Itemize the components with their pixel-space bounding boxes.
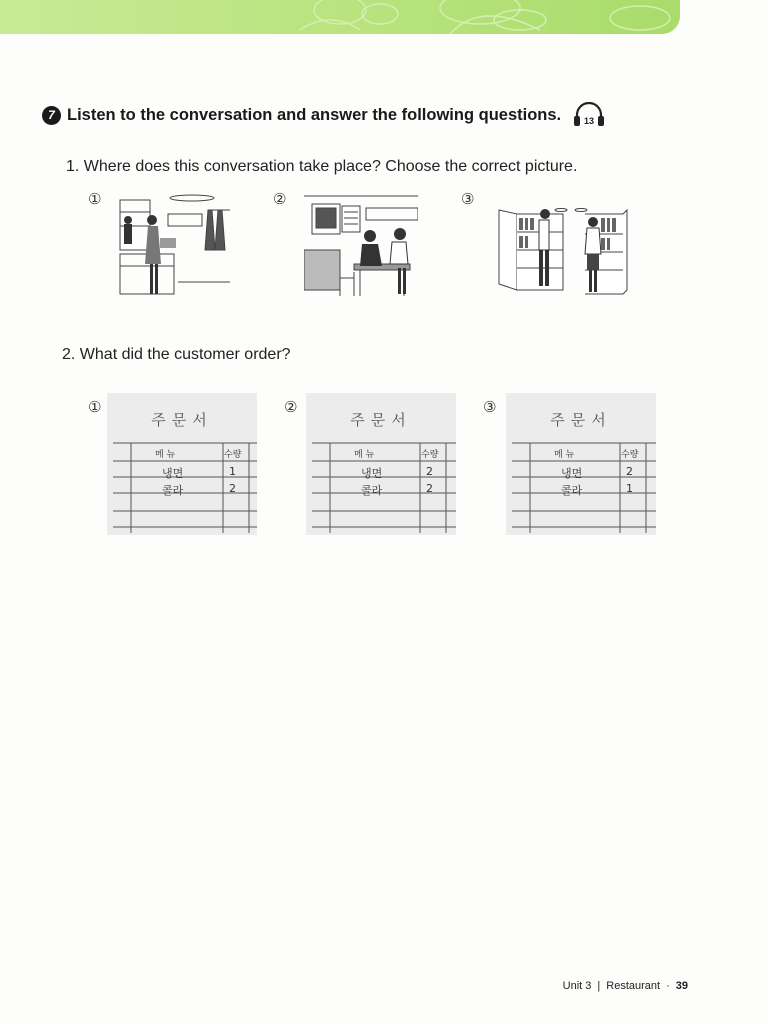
- q2-option-3-label: ③: [483, 398, 497, 416]
- item-qty: 1: [229, 465, 236, 478]
- q1-option-3-label: ③: [461, 190, 475, 208]
- item-qty: 2: [426, 465, 433, 478]
- exercise-title: Listen to the conversation and answer the following questions.: [67, 105, 562, 124]
- footer-dot: ·: [666, 980, 670, 992]
- exercise-number-badge: 7: [42, 106, 61, 125]
- exercise-heading: [42, 102, 605, 128]
- order-sheet-2[interactable]: [306, 393, 456, 535]
- order-sheet-3[interactable]: [506, 393, 656, 535]
- item-name: 냉면: [561, 467, 583, 480]
- q1-option-2-label: ②: [273, 190, 287, 208]
- item-qty: 2: [229, 482, 236, 495]
- menu-header: 메 뉴: [354, 450, 375, 460]
- footer-unit: Unit 3: [562, 980, 592, 992]
- footer-section: Restaurant: [606, 980, 661, 992]
- footer-separator: |: [597, 980, 601, 992]
- q1-picture-library[interactable]: [489, 204, 639, 298]
- item-name: 콜라: [162, 484, 184, 497]
- item-qty: 2: [626, 465, 633, 478]
- q1-picture-clothing-store[interactable]: [118, 192, 232, 300]
- q2-option-2-label: ②: [284, 398, 298, 416]
- question-2-text: 2. What did the customer order?: [62, 346, 291, 363]
- order-sheet-1[interactable]: [107, 393, 257, 535]
- q1-option-1-label: ①: [88, 190, 102, 208]
- qty-header: 수량: [224, 450, 242, 460]
- question-1-text: 1. Where does this conversation take place? Choose the correct picture.: [66, 158, 578, 175]
- track-number: 13: [584, 116, 595, 126]
- item-name: 콜라: [561, 484, 583, 497]
- item-name: 냉면: [162, 467, 184, 480]
- order-sheet-title: 주문서: [350, 411, 412, 429]
- q1-picture-restaurant[interactable]: [304, 194, 418, 298]
- order-sheet-title: 주문서: [151, 411, 213, 429]
- qty-header: 수량: [421, 450, 439, 460]
- q2-option-1-label: ①: [88, 398, 102, 416]
- order-sheet-title: 주문서: [550, 411, 612, 429]
- item-qty: 2: [426, 482, 433, 495]
- flower-pattern-icon: [0, 0, 680, 34]
- page-number: 39: [675, 980, 688, 992]
- item-name: 콜라: [361, 484, 383, 497]
- item-qty: 1: [626, 482, 633, 495]
- headphones-icon: [573, 102, 605, 128]
- header-banner: [0, 0, 680, 34]
- menu-header: 메 뉴: [554, 450, 575, 460]
- item-name: 냉면: [361, 467, 383, 480]
- audio-track: [573, 102, 605, 128]
- qty-header: 수량: [621, 450, 639, 460]
- menu-header: 메 뉴: [155, 450, 176, 460]
- page-footer: [563, 980, 688, 992]
